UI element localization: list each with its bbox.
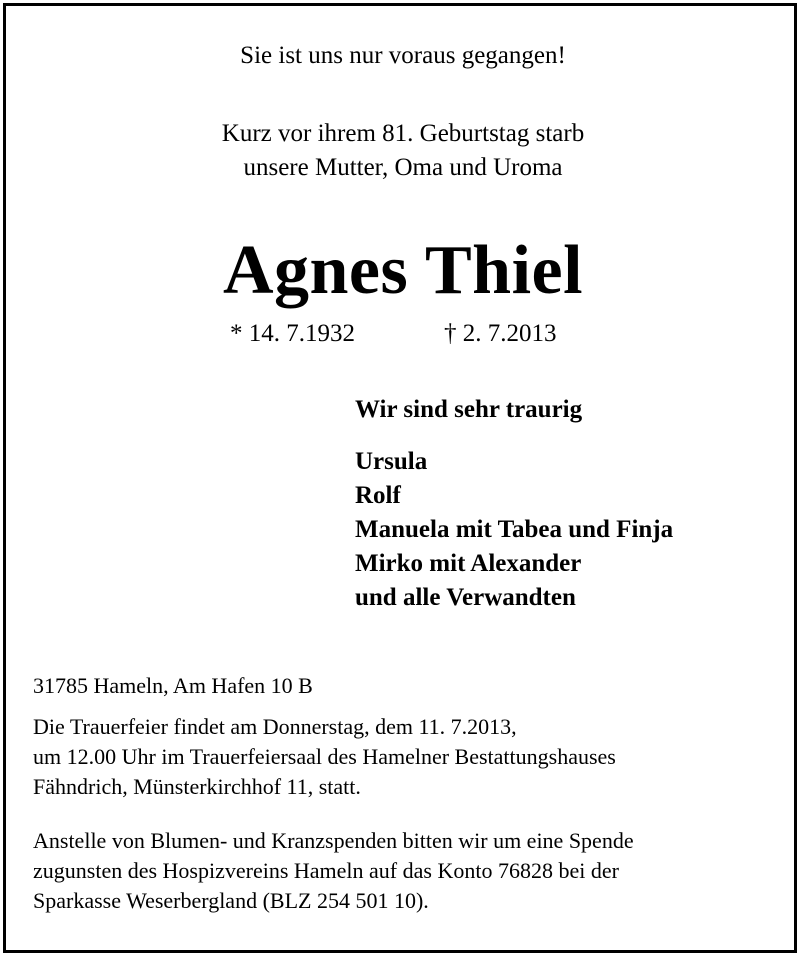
mourner-name: Ursula: [355, 448, 428, 475]
donation-line: Anstelle von Blumen- und Kranzspenden bitten wir um eine Spende: [33, 828, 634, 853]
deceased-name: Agnes Thiel: [222, 232, 584, 309]
obituary-notice: [3, 3, 797, 953]
intro-line: Kurz vor ihrem 81. Geburtstag starb: [221, 120, 585, 147]
ceremony-line: Fähndrich, Münsterkirchhof 11, statt.: [33, 774, 361, 799]
intro-text: [6, 117, 800, 185]
death-date: † 2. 7.2013: [444, 320, 557, 347]
donation-line: zugunsten des Hospizvereins Hameln auf das Konto 76828 bei der: [33, 858, 619, 883]
address-line: 31785 Hameln, Am Hafen 10 B: [33, 673, 313, 698]
mourner-name: Manuela mit Tabea und Finja: [355, 516, 674, 543]
mourners-list: [355, 445, 673, 615]
mourner-name: Rolf: [355, 482, 401, 509]
ceremony-line: Die Trauerfeier findet am Donnerstag, dem 11. 7.2013,: [33, 714, 517, 739]
mourner-name: Mirko mit Alexander: [355, 550, 582, 577]
donation-line: Sparkasse Weserbergland (BLZ 254 501 10).: [33, 888, 429, 913]
birth-date: * 14. 7.1932: [230, 320, 355, 347]
motto-line: Sie ist uns nur voraus gegangen!: [240, 42, 566, 69]
mourner-name: und alle Verwandten: [355, 584, 576, 611]
donation-info: [33, 826, 634, 916]
ceremony-line: um 12.00 Uhr im Trauerfeiersaal des Hamelner Bestattungshauses: [33, 744, 616, 769]
mourners-heading: Wir sind sehr traurig: [355, 396, 583, 423]
ceremony-info: [33, 712, 616, 802]
intro-line: unsere Mutter, Oma und Uroma: [243, 154, 563, 181]
